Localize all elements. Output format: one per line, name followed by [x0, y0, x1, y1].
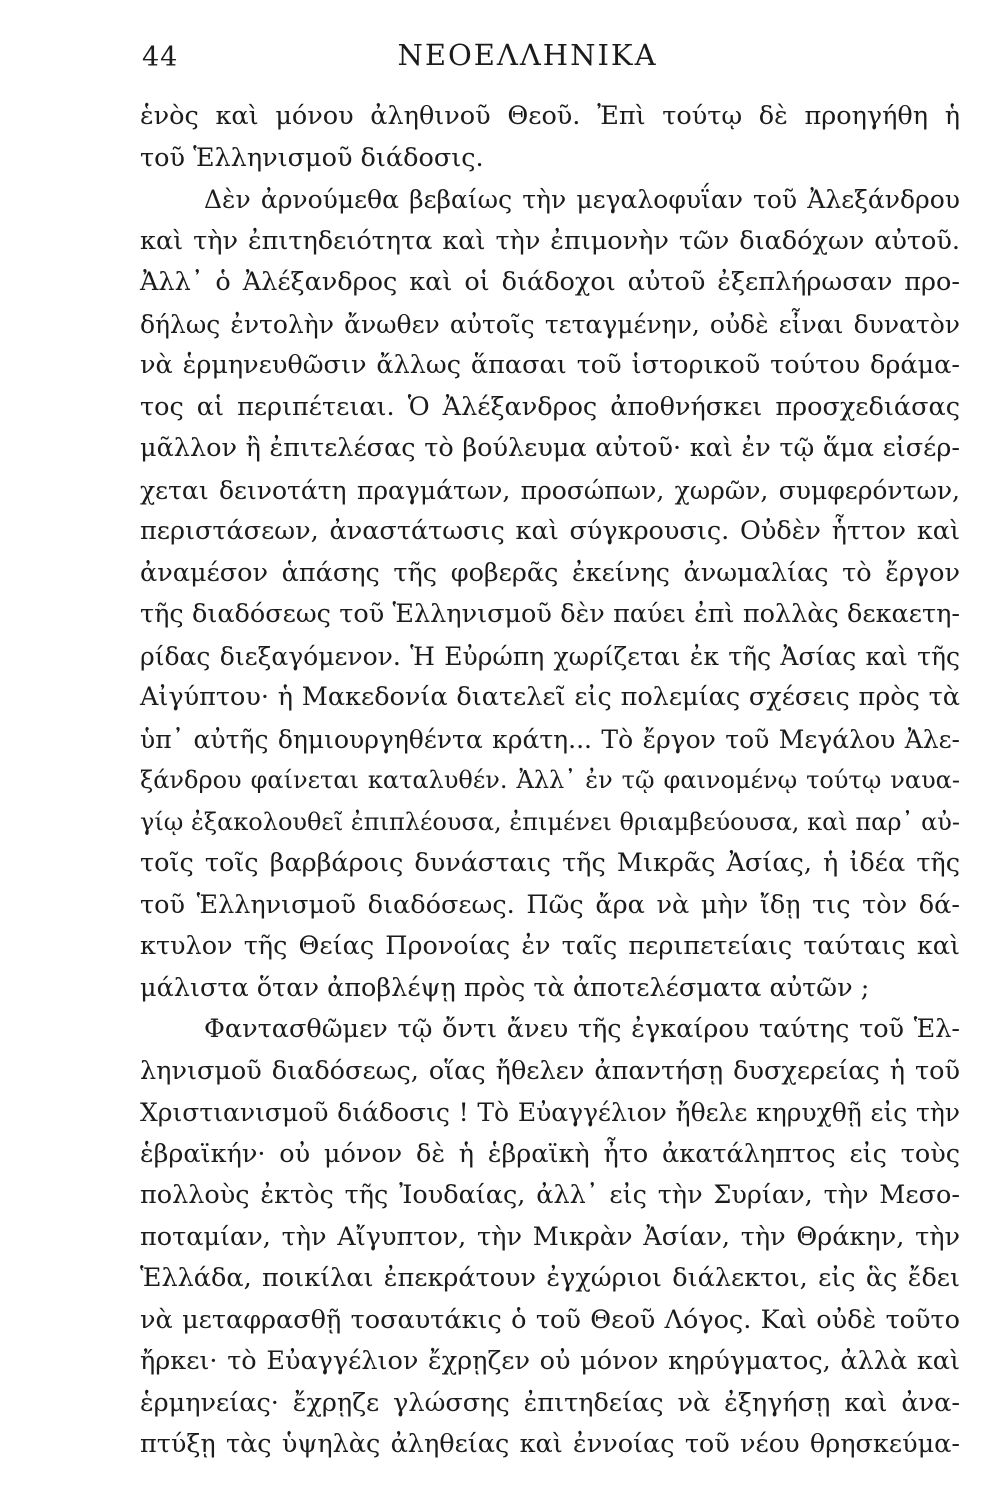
- text-line: πολλοὺς ἐκτὸς τῆς Ἰουδαίας, ἀλλ᾽ εἰς τὴν Συρίαν, τὴν Μεσο-: [140, 1180, 960, 1210]
- text-line: μᾶλλον ἢ ἐπιτελέσας τὸ βούλευμα αὐτοῦ· καὶ ἐν τῷ ἅμα εἰσέρ-: [140, 433, 960, 463]
- running-title: ΝΕΟΕΛΛΗΝΙΚΑ: [397, 38, 658, 72]
- text-line: χεται δεινοτάτη πραγμάτων, προσώπων, χωρῶν, συμφερόντων,: [140, 475, 960, 505]
- text-line: Ἑλλάδα, ποικίλαι ἐπεκράτουν ἐγχώριοι διάλεκτοι, εἰς ἃς ἔδει: [140, 1263, 960, 1293]
- text-line: ἤρκει· τὸ Εὐαγγέλιον ἔχρῃζεν οὐ μόνον κηρύγματος, ἀλλὰ καὶ: [140, 1346, 960, 1376]
- text-line: ρίδας διεξαγόμενον. Ἡ Εὐρώπη χωρίζεται ἐκ τῆς Ἀσίας καὶ τῆς: [140, 641, 960, 671]
- text-line: Αἰγύπτου· ἡ Μακεδονία διατελεῖ εἰς πολεμίας σχέσεις πρὸς τὰ: [140, 682, 960, 712]
- text-line: τοῦ Ἑλληνισμοῦ διαδόσεως. Πῶς ἄρα νὰ μὴν ἴδῃ τις τὸν δά-: [140, 889, 960, 920]
- text-line: ξάνδρου φαίνεται καταλυθέν. Ἀλλ᾽ ἐν τῷ φαινομένῳ τούτῳ ναυα-: [140, 766, 960, 794]
- text-line: μάλιστα ὅταν ἀποβλέψῃ πρὸς τὰ ἀποτελέσματα αὐτῶν ;: [140, 972, 870, 1003]
- text-line: κτυλον τῆς Θείας Προνοίας ἐν ταῖς περιπετείαις ταύταις καὶ: [140, 931, 960, 961]
- text-line: νὰ μεταφρασθῇ τοσαυτάκις ὁ τοῦ Θεοῦ Λόγος. Καὶ οὐδὲ τοῦτο: [140, 1304, 960, 1335]
- text-line: Ἀλλ᾽ ὁ Ἀλέξανδρος καὶ οἱ διάδοχοι αὐτοῦ ἐξεπλήρωσαν προ-: [140, 267, 960, 297]
- body-text: [140, 96, 960, 1466]
- text-line: δήλως ἐντολὴν ἄνωθεν αὐτοῖς τεταγμένην, οὐδὲ εἶναι δυνατὸν: [140, 309, 960, 339]
- text-line: ἑνὸς καὶ μόνου ἀληθινοῦ Θεοῦ. Ἐπὶ τούτῳ δὲ προηγήθη ἡ: [140, 101, 960, 131]
- page-number: 44: [142, 42, 179, 73]
- text-line: ἀναμέσον ἁπάσης τῆς φοβερᾶς ἐκείνης ἀνωμαλίας τὸ ἔργον: [140, 557, 960, 588]
- text-line: Φαντασθῶμεν τῷ ὄντι ἄνευ τῆς ἐγκαίρου ταύτης τοῦ Ἑλ-: [204, 1014, 960, 1044]
- text-line: ἑρμηνείας· ἔχρῃζε γλώσσης ἐπιτηδείας νὰ ἐξηγήσῃ καὶ ἀνα-: [140, 1387, 960, 1418]
- text-line: Χριστιανισμοῦ διάδοσις ! Τὸ Εὐαγγέλιον ἤθελε κηρυχθῇ εἰς τὴν: [140, 1098, 960, 1127]
- text-line: Δὲν ἀρνούμεθα βεβαίως τὴν μεγαλοφυΐαν τοῦ Ἀλεξάνδρου: [204, 185, 960, 214]
- text-line: ληνισμοῦ διαδόσεως, οἵας ἤθελεν ἀπαντήσῃ δυσχερείας ἡ τοῦ: [140, 1055, 960, 1086]
- text-line: νὰ ἑρμηνευθῶσιν ἄλλως ἅπασαι τοῦ ἱστορικοῦ τούτου δράμα-: [140, 350, 960, 380]
- text-line: περιστάσεων, ἀναστάτωσις καὶ σύγκρουσις. Οὐδὲν ἧττον καὶ: [140, 516, 960, 546]
- text-line: ὑπ᾽ αὐτῆς δημιουργηθέντα κράτη... Τὸ ἔργον τοῦ Μεγάλου Ἀλε-: [140, 724, 960, 754]
- text-line: ποταμίαν, τὴν Αἴγυπτον, τὴν Μικρὰν Ἀσίαν, τὴν Θράκην, τὴν: [140, 1221, 960, 1252]
- text-line: καὶ τὴν ἐπιτηδειότητα καὶ τὴν ἐπιμονὴν τῶν διαδόχων αὐτοῦ.: [140, 225, 960, 256]
- text-line: τος αἱ περιπέτειαι. Ὁ Ἀλέξανδρος ἀποθνήσκει προσχεδιάσας: [140, 391, 960, 422]
- text-line: ἑβραϊκήν· οὐ μόνον δὲ ἡ ἑβραϊκὴ ἦτο ἀκατάληπτος εἰς τοὺς: [140, 1138, 960, 1169]
- text-line: τῆς διαδόσεως τοῦ Ἑλληνισμοῦ δὲν παύει ἐπὶ πολλὰς δεκαετη-: [140, 599, 960, 629]
- text-line: πτύξῃ τὰς ὑψηλὰς ἀληθείας καὶ ἐννοίας τοῦ νέου θρησκεύμα-: [140, 1429, 960, 1459]
- page-header: [0, 32, 995, 82]
- text-line: τοῖς τοῖς βαρβάροις δυνάσταις τῆς Μικρᾶς Ἀσίας, ἡ ἰδέα τῆς: [140, 848, 960, 878]
- text-line: τοῦ Ἑλληνισμοῦ διάδοσις.: [140, 142, 484, 173]
- text-line: γίῳ ἐξακολουθεῖ ἐπιπλέουσα, ἐπιμένει θριαμβεύουσα, καὶ παρ᾽ αὐ-: [140, 807, 960, 836]
